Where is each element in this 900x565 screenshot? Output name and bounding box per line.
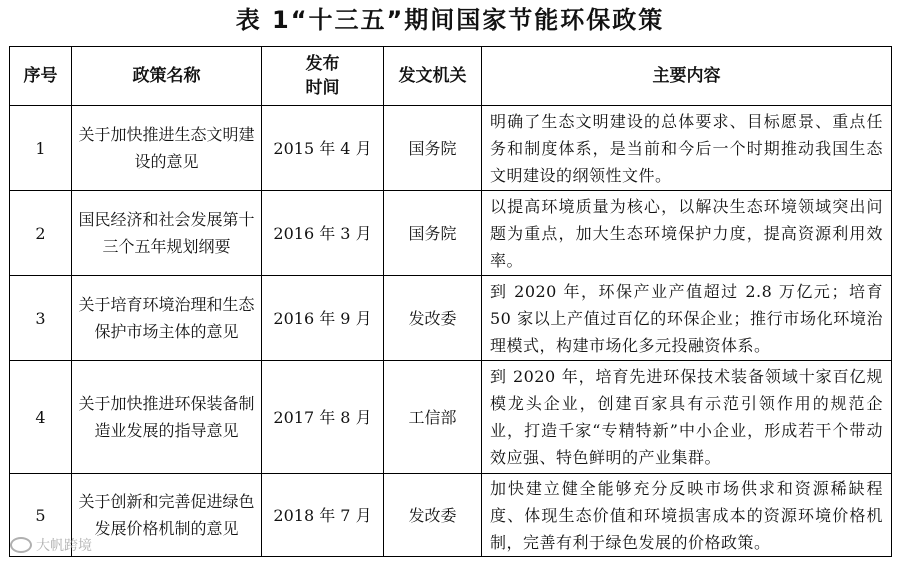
cell-org: 发改委 xyxy=(384,474,482,557)
table-row xyxy=(10,191,892,276)
cell-org: 发改委 xyxy=(384,276,482,361)
cell-content: 加快建立健全能够充分反映市场供求和资源稀缺程度、体现生态价值和环境损害成本的资源环境价格机制，完善有利于绿色发展的价格政策。 xyxy=(482,474,892,557)
cell-time: 2018 年 7 月 xyxy=(262,474,384,557)
header-content: 主要内容 xyxy=(482,47,892,106)
table-row xyxy=(10,276,892,361)
cell-num: 4 xyxy=(10,361,72,474)
table-row xyxy=(10,106,892,191)
table-row xyxy=(10,361,892,474)
header-time xyxy=(262,47,384,106)
header-row xyxy=(10,47,892,106)
watermark xyxy=(10,535,92,555)
cell-content: 明确了生态文明建设的总体要求、目标愿景、重点任务和制度体系，是当前和今后一个时期推动我国生态文明建设的纲领性文件。 xyxy=(482,106,892,191)
cell-org: 国务院 xyxy=(384,106,482,191)
watermark-text: 大帆跨境 xyxy=(36,538,92,554)
cell-num: 5 xyxy=(10,474,72,557)
cell-time: 2017 年 8 月 xyxy=(262,361,384,474)
header-time-line1: 发布 xyxy=(305,54,340,74)
cell-content: 以提高环境质量为核心，以解决生态环境领域突出问题为重点，加大生态环境保护力度，提高资源利用效率。 xyxy=(482,191,892,276)
cell-time: 2015 年 4 月 xyxy=(262,106,384,191)
table-title: 表 1“十三五”期间国家节能环保政策 xyxy=(235,6,665,34)
table-row xyxy=(10,474,892,557)
policy-table xyxy=(9,46,892,557)
header-num: 序号 xyxy=(10,47,72,106)
cell-content: 到 2020 年，培育先进环保技术装备领域十家百亿规模龙头企业，创建百家具有示范引领作用的规范企业，打造千家“专精特新”中小企业，形成若干个带动效应强、特色鲜明的产业集群。 xyxy=(482,361,892,474)
cell-name: 关于培育环境治理和生态保护市场主体的意见 xyxy=(72,276,262,361)
header-org: 发文机关 xyxy=(384,47,482,106)
cell-time: 2016 年 9 月 xyxy=(262,276,384,361)
cell-name: 关于加快推进生态文明建设的意见 xyxy=(72,106,262,191)
cell-name: 关于创新和完善促进绿色发展价格机制的意见 xyxy=(72,474,262,557)
cell-time: 2016 年 3 月 xyxy=(262,191,384,276)
header-name: 政策名称 xyxy=(72,47,262,106)
cell-name: 关于加快推进环保装备制造业发展的指导意见 xyxy=(72,361,262,474)
cell-num: 1 xyxy=(10,106,72,191)
cell-num: 3 xyxy=(10,276,72,361)
header-time-line2: 时间 xyxy=(305,78,340,98)
cell-org: 工信部 xyxy=(384,361,482,474)
cell-num: 2 xyxy=(10,191,72,276)
cell-org: 国务院 xyxy=(384,191,482,276)
cell-name: 国民经济和社会发展第十三个五年规划纲要 xyxy=(72,191,262,276)
watermark-logo-icon xyxy=(10,537,32,553)
cell-content: 到 2020 年，环保产业产值超过 2.8 万亿元；培育 50 家以上产值过百亿的环保企业；推行市场化环境治理模式，构建市场化多元投融资体系。 xyxy=(482,276,892,361)
